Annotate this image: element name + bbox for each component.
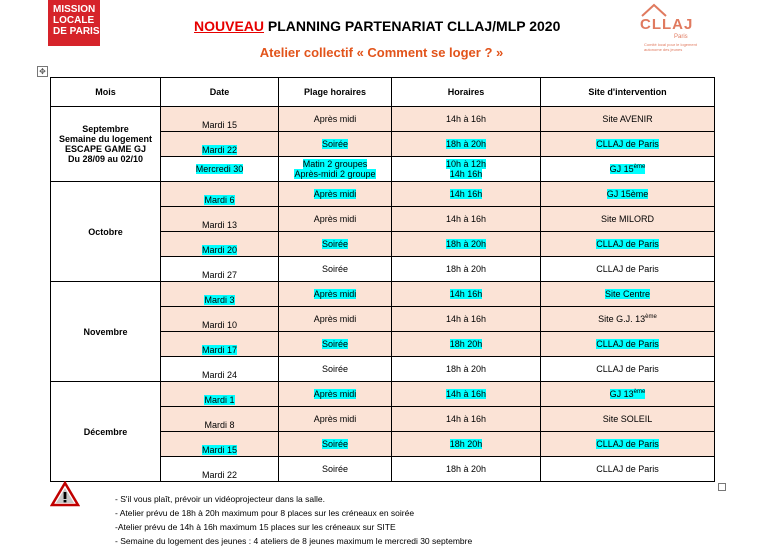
month-label: Du 28/09 au 02/10: [67, 154, 144, 164]
month-cell: [51, 182, 161, 282]
plage-cell: Après midi: [279, 282, 392, 307]
plage-cell: Après midi: [279, 382, 392, 407]
plage-cell: Soirée: [279, 257, 392, 282]
mission-locale-logo: [48, 0, 100, 46]
logo-line: DE PARIS: [53, 26, 100, 37]
month-cell: [51, 107, 161, 182]
plage-cell: Soirée: [279, 332, 392, 357]
horaires-cell: 14h 16h: [392, 182, 541, 207]
date-cell: Mardi 1: [161, 382, 279, 407]
date-cell: Mercredi 30: [161, 157, 279, 182]
date-cell: Mardi 6: [161, 182, 279, 207]
note-line: -Atelier prévu de 14h à 16h maximum 15 places sur les créneaux sur SITE: [115, 522, 396, 532]
horaires-cell: 14h à 16h: [392, 207, 541, 232]
horaires-cell: 18h à 20h: [392, 457, 541, 482]
site-cell: CLLAJ de Paris: [541, 332, 715, 357]
date-cell: Mardi 22: [161, 132, 279, 157]
cllaj-logo-sub: Paris: [674, 34, 688, 40]
page-title: [194, 18, 560, 34]
plage-cell: Après midi: [279, 182, 392, 207]
horaires-cell: 18h 20h: [392, 432, 541, 457]
logo-line: MISSION: [53, 4, 96, 15]
header-site: Site d'intervention: [541, 78, 715, 107]
month-label: Septembre: [82, 124, 129, 134]
date-cell: Mardi 24: [161, 357, 279, 382]
date-cell: Mardi 13: [161, 207, 279, 232]
note-line: - S'il vous plaît, prévoir un vidéoprojecteur dans la salle.: [115, 494, 325, 504]
header-date: Date: [161, 78, 279, 107]
header-horaires: Horaires: [392, 78, 541, 107]
table-row: [51, 282, 715, 307]
month-label: Décembre: [83, 426, 128, 437]
title-new: NOUVEAU: [194, 18, 265, 34]
horaires-cell: 10h à 12h 14h 16h: [392, 157, 541, 182]
table-row: [51, 107, 715, 132]
horaires-cell: 18h à 20h: [392, 357, 541, 382]
plage-cell: Soirée: [279, 432, 392, 457]
plage-cell: Après midi: [279, 407, 392, 432]
site-cell: Site G.J. 13ème: [541, 307, 715, 332]
month-label: Novembre: [83, 326, 128, 337]
date-cell: Mardi 15: [161, 432, 279, 457]
table-resize-handle[interactable]: [718, 483, 726, 491]
site-cell: CLLAJ de Paris: [541, 257, 715, 282]
plage-cell: Matin 2 groupes Après-midi 2 groupe: [279, 157, 392, 182]
horaires-cell: 18h à 20h: [392, 132, 541, 157]
title-main: PLANNING PARTENARIAT CLLAJ/MLP 2020: [264, 18, 561, 34]
site-cell: Site AVENIR: [541, 107, 715, 132]
horaires-cell: 18h à 20h: [392, 257, 541, 282]
plage-cell: Après midi: [279, 307, 392, 332]
planning-table: [50, 77, 715, 482]
plage-cell: Soirée: [279, 232, 392, 257]
cllaj-logo-tagline: Comité local pour le logement autonome des jeunes: [644, 42, 697, 52]
date-cell: Mardi 3: [161, 282, 279, 307]
site-cell: Site SOLEIL: [541, 407, 715, 432]
horaires-cell: 14h à 16h: [392, 107, 541, 132]
warning-icon: [50, 481, 80, 507]
month-label: Octobre: [88, 226, 123, 237]
plage-cell: Après midi: [279, 207, 392, 232]
date-cell: Mardi 17: [161, 332, 279, 357]
date-cell: Mardi 10: [161, 307, 279, 332]
month-cell: [51, 382, 161, 482]
site-cell: GJ 15ème: [541, 157, 715, 182]
notes-list: [115, 492, 472, 548]
site-cell: CLLAJ de Paris: [541, 132, 715, 157]
table-move-handle[interactable]: ✥: [37, 66, 48, 77]
site-cell: CLLAJ de Paris: [541, 432, 715, 457]
table-row: [51, 382, 715, 407]
plage-cell: Soirée: [279, 457, 392, 482]
month-cell: [51, 282, 161, 382]
site-cell: CLLAJ de Paris: [541, 357, 715, 382]
month-label: Semaine du logement: [58, 134, 153, 144]
horaires-cell: 14h à 16h: [392, 382, 541, 407]
date-cell: Mardi 8: [161, 407, 279, 432]
plage-cell: Après midi: [279, 107, 392, 132]
date-cell: Mardi 27: [161, 257, 279, 282]
horaires-cell: 14h à 16h: [392, 407, 541, 432]
date-cell: Mardi 22: [161, 457, 279, 482]
date-cell: Mardi 20: [161, 232, 279, 257]
logo-line: LOCALE: [53, 15, 95, 26]
site-cell: CLLAJ de Paris: [541, 457, 715, 482]
cllaj-logo-word: CLLAJ: [640, 16, 694, 33]
month-label: ESCAPE GAME GJ: [64, 144, 147, 154]
note-line: - Semaine du logement des jeunes : 4 ateliers de 8 jeunes maximum le mercredi 30 septembre: [115, 536, 473, 546]
plage-cell: Soirée: [279, 357, 392, 382]
site-cell: Site MILORD: [541, 207, 715, 232]
table-row: [51, 182, 715, 207]
plage-cell: Soirée: [279, 132, 392, 157]
note-line: - Atelier prévu de 18h à 20h maximum pour 8 places sur les créneaux en soirée: [115, 508, 415, 518]
date-cell: Mardi 15: [161, 107, 279, 132]
horaires-cell: 18h à 20h: [392, 232, 541, 257]
header-mois: Mois: [51, 78, 161, 107]
site-cell: GJ 15ème: [541, 182, 715, 207]
table-header-row: [51, 78, 715, 107]
page-subtitle: Atelier collectif « Comment se loger ? »: [259, 45, 504, 60]
horaires-cell: 18h 20h: [392, 332, 541, 357]
site-cell: Site Centre: [541, 282, 715, 307]
horaires-cell: 14h 16h: [392, 282, 541, 307]
site-cell: GJ 13ème: [541, 382, 715, 407]
header-plage: Plage horaires: [279, 78, 392, 107]
horaires-cell: 14h à 16h: [392, 307, 541, 332]
site-cell: CLLAJ de Paris: [541, 232, 715, 257]
